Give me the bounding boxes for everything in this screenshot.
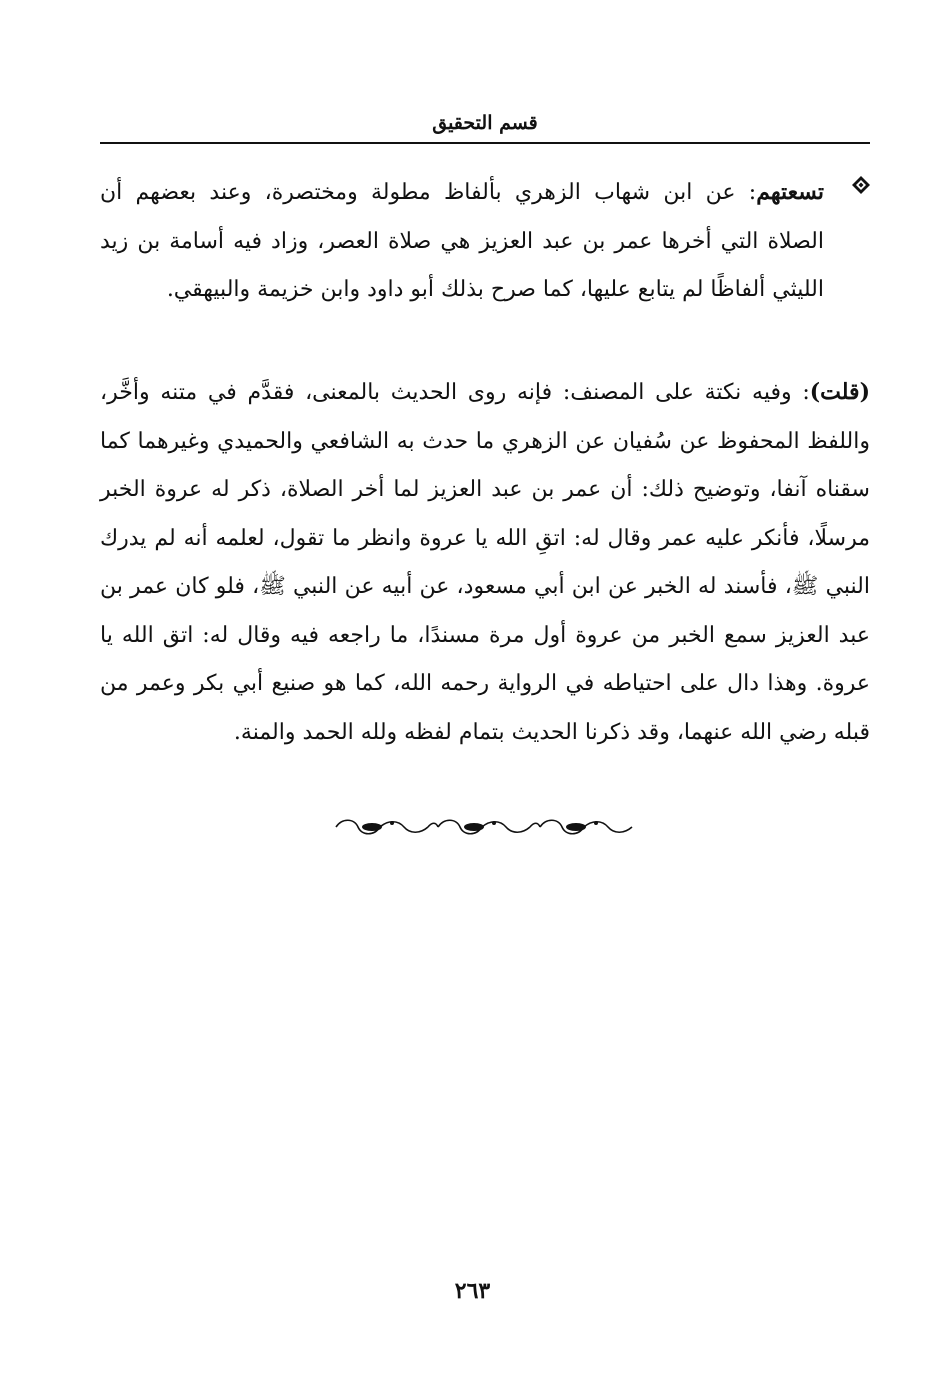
page-number: ٢٦٣ bbox=[454, 1278, 491, 1304]
header-title: قسم التحقيق bbox=[432, 112, 538, 134]
bullet-lead: تسعتهم bbox=[756, 179, 824, 205]
bullet-paragraph-text bbox=[100, 168, 824, 315]
note-paragraph bbox=[100, 368, 870, 757]
bullet-paragraph bbox=[100, 168, 870, 315]
diamond-bullet-icon bbox=[852, 176, 870, 194]
bullet-body: : عن ابن شهاب الزهري بألفاظ مطولة ومختصرة، وعند بعضهم أن الصلاة التي أخرها عمر بن عبد العزيز هي صلاة العصر، وزاد فيه أسامة بن زيد الليثي ألفاظًا لم يتابع عليها، كما صرح بذلك أبو داود وابن خزيمة والبيهقي. bbox=[100, 180, 824, 302]
running-header bbox=[100, 108, 870, 144]
floral-divider-icon bbox=[332, 814, 638, 840]
note-body: : وفيه نكتة على المصنف: فإنه روى الحديث بالمعنى، فقدَّم في متنه وأخَّر، واللفظ المحفوظ عن سُفيان عن الزهري ما حدث به الشافعي والحميدي وغيرهما كما سقناه آنفا، وتوضيح ذلك: أن عمر بن عبد العزيز لما أخر الصلاة، ذكر له عروة الخبر مرسلًا، فأنكر عليه عمر وقال له: اتقِ الله يا عروة وانظر ما تقول، لعلمه أنه لم يدرك النبي ﷺ، فأسند له الخبر عن ابن أبي مسعود، عن أبيه عن النبي ﷺ، فلو كان عمر بن عبد العزيز سمع الخبر من عروة أول مرة مسندًا، ما راجعه فيه وقال له: اتق الله يا عروة. وهذا دال على احتياطه في الرواية رحمه الله، كما هو صنيع أبي بكر وعمر من قبله رضي الله عنهما، وقد ذكرنا الحديث بتمام لفظه ولله الحمد والمنة. bbox=[100, 380, 870, 745]
note-lead: (قلت) bbox=[809, 379, 870, 405]
